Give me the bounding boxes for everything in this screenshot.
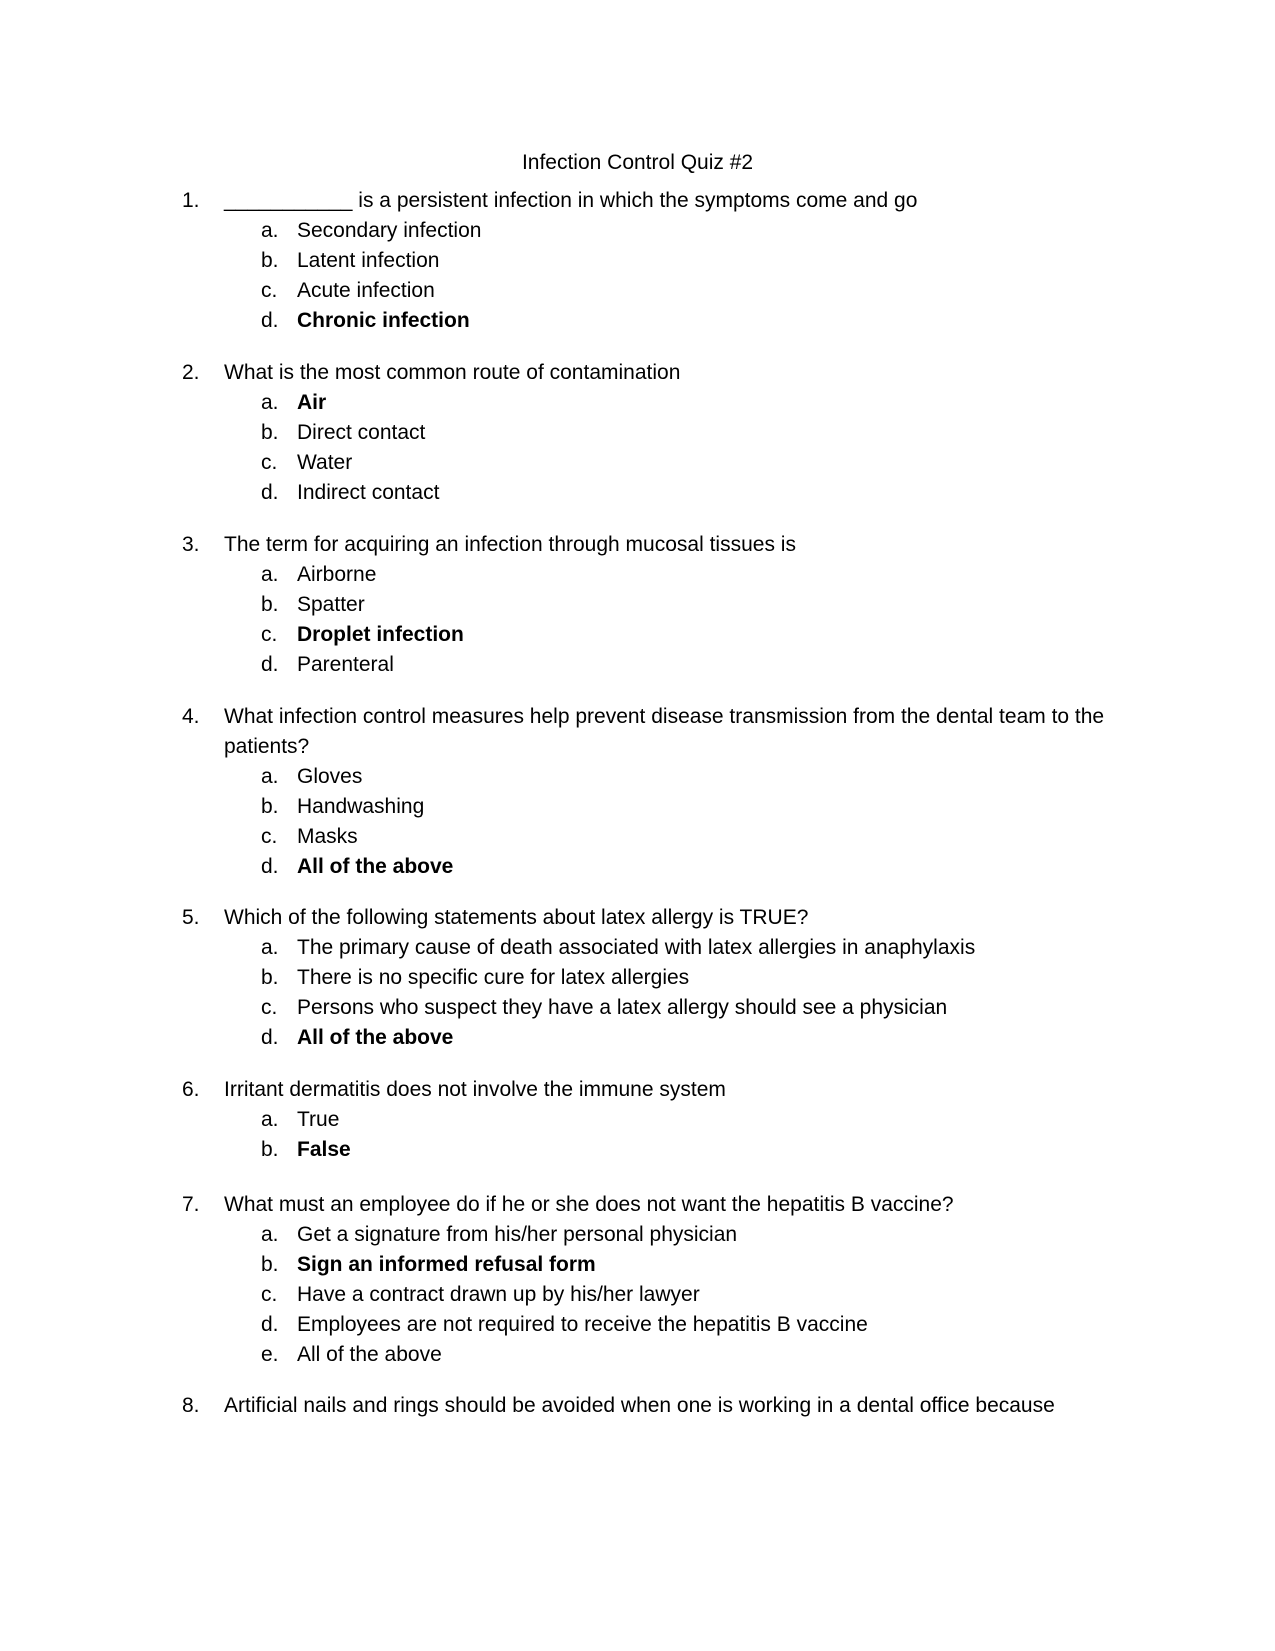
question-row: [182, 702, 1142, 762]
option-text: Latent infection: [297, 249, 440, 272]
answer-option: [182, 306, 1142, 336]
answer-option: [182, 560, 1142, 590]
option-text: Acute infection: [297, 279, 435, 302]
question-row: [182, 186, 1142, 216]
question-row: [182, 1075, 1142, 1105]
answer-option: [182, 792, 1142, 822]
answer-option: [182, 1280, 1142, 1310]
question-number: 5.: [182, 906, 200, 929]
answer-option: [182, 590, 1142, 620]
question-text: Irritant dermatitis does not involve the immune system: [224, 1078, 726, 1101]
option-text: Spatter: [297, 593, 365, 616]
option-letter: d.: [261, 855, 279, 878]
answer-option: [182, 276, 1142, 306]
answer-option: [182, 650, 1142, 680]
answer-option: [182, 1310, 1142, 1340]
answer-option: [182, 933, 1142, 963]
question-text: The term for acquiring an infection through mucosal tissues is: [224, 533, 796, 556]
question-number: 8.: [182, 1394, 200, 1417]
option-text: Handwashing: [297, 795, 425, 818]
option-letter: d.: [261, 653, 279, 676]
option-text: Secondary infection: [297, 219, 482, 242]
option-letter: c.: [261, 451, 278, 474]
option-letter: c.: [261, 279, 278, 302]
option-text-correct: All of the above: [297, 855, 454, 878]
option-text-correct: Air: [297, 391, 327, 414]
answer-option: [182, 216, 1142, 246]
question-number: 6.: [182, 1078, 200, 1101]
question-text: What is the most common route of contamination: [224, 361, 681, 384]
answer-option: [182, 246, 1142, 276]
option-letter: d.: [261, 481, 279, 504]
option-letter: e.: [261, 1343, 279, 1366]
question-8: [182, 1391, 1142, 1421]
option-letter: b.: [261, 421, 279, 444]
answer-options: [182, 216, 1142, 336]
answer-option: [182, 762, 1142, 792]
option-letter: d.: [261, 1313, 279, 1336]
answer-options: [182, 388, 1142, 508]
question-1: [182, 186, 1142, 336]
question-text: Artificial nails and rings should be avoided when one is working in a dental office because: [224, 1394, 1055, 1417]
option-letter: a.: [261, 936, 279, 959]
option-letter: a.: [261, 765, 279, 788]
answer-options: [182, 933, 1142, 1053]
option-letter: d.: [261, 1026, 279, 1049]
question-number: 1.: [182, 189, 200, 212]
option-letter: c.: [261, 623, 278, 646]
option-letter: b.: [261, 1253, 279, 1276]
answer-option: [182, 448, 1142, 478]
answer-option: [182, 993, 1142, 1023]
question-4: [182, 702, 1142, 882]
answer-option: [182, 822, 1142, 852]
option-text: All of the above: [297, 1343, 442, 1366]
answer-option: [182, 1220, 1142, 1250]
option-letter: c.: [261, 996, 278, 1019]
question-row: [182, 903, 1142, 933]
question-row: [182, 358, 1142, 388]
question-text: Which of the following statements about latex allergy is TRUE?: [224, 906, 809, 929]
question-row: [182, 530, 1142, 560]
option-letter: b.: [261, 1138, 279, 1161]
option-text: Masks: [297, 825, 358, 848]
option-text: Airborne: [297, 563, 377, 586]
question-row: [182, 1391, 1142, 1421]
answer-option: [182, 1105, 1142, 1135]
option-text: Persons who suspect they have a latex allergy should see a physician: [297, 996, 948, 1019]
answer-option: [182, 388, 1142, 418]
option-text: Indirect contact: [297, 481, 440, 504]
answer-option: [182, 1250, 1142, 1280]
option-letter: a.: [261, 1223, 279, 1246]
option-letter: a.: [261, 391, 279, 414]
answer-option: [182, 620, 1142, 650]
option-letter: b.: [261, 249, 279, 272]
option-letter: b.: [261, 795, 279, 818]
page-title: Infection Control Quiz #2: [521, 151, 754, 174]
option-letter: b.: [261, 593, 279, 616]
answer-option: [182, 1340, 1142, 1370]
option-text-correct: Sign an informed refusal form: [297, 1253, 596, 1276]
option-letter: c.: [261, 1283, 278, 1306]
answer-option: [182, 418, 1142, 448]
option-text: Gloves: [297, 765, 363, 788]
answer-options: [182, 1220, 1142, 1370]
option-letter: c.: [261, 825, 278, 848]
option-letter: a.: [261, 219, 279, 242]
question-number: 3.: [182, 533, 200, 556]
option-letter: a.: [261, 563, 279, 586]
question-number: 2.: [182, 361, 200, 384]
option-text: There is no specific cure for latex allergies: [297, 966, 690, 989]
option-text: Employees are not required to receive the hepatitis B vaccine: [297, 1313, 868, 1336]
question-6: [182, 1075, 1142, 1165]
question-number: 7.: [182, 1193, 200, 1216]
answer-options: [182, 1105, 1142, 1165]
answer-option: [182, 963, 1142, 993]
answer-options: [182, 560, 1142, 680]
option-letter: a.: [261, 1108, 279, 1131]
question-text: What must an employee do if he or she does not want the hepatitis B vaccine?: [224, 1193, 954, 1216]
option-text: Parenteral: [297, 653, 394, 676]
option-text: Water: [297, 451, 353, 474]
option-text: Direct contact: [297, 421, 426, 444]
option-text-correct: Droplet infection: [297, 623, 464, 646]
question-text: ___________ is a persistent infection in which the symptoms come and go: [224, 189, 918, 212]
answer-option: [182, 1135, 1142, 1165]
question-text: What infection control measures help prevent disease transmission from the dental team to the patients?: [224, 705, 1105, 758]
question-row: [182, 1190, 1142, 1220]
option-text: The primary cause of death associated with latex allergies in anaphylaxis: [297, 936, 976, 959]
answer-option: [182, 1023, 1142, 1053]
option-text-correct: All of the above: [297, 1026, 454, 1049]
question-2: [182, 358, 1142, 508]
option-text-correct: False: [297, 1138, 351, 1161]
answer-option: [182, 852, 1142, 882]
question-5: [182, 903, 1142, 1053]
answer-option: [182, 478, 1142, 508]
answer-options: [182, 762, 1142, 882]
question-number: 4.: [182, 705, 200, 728]
question-7: [182, 1190, 1142, 1370]
option-text-correct: Chronic infection: [297, 309, 470, 332]
option-letter: b.: [261, 966, 279, 989]
option-text: True: [297, 1108, 340, 1131]
question-3: [182, 530, 1142, 680]
option-text: Get a signature from his/her personal physician: [297, 1223, 738, 1246]
option-text: Have a contract drawn up by his/her lawyer: [297, 1283, 700, 1306]
option-letter: d.: [261, 309, 279, 332]
